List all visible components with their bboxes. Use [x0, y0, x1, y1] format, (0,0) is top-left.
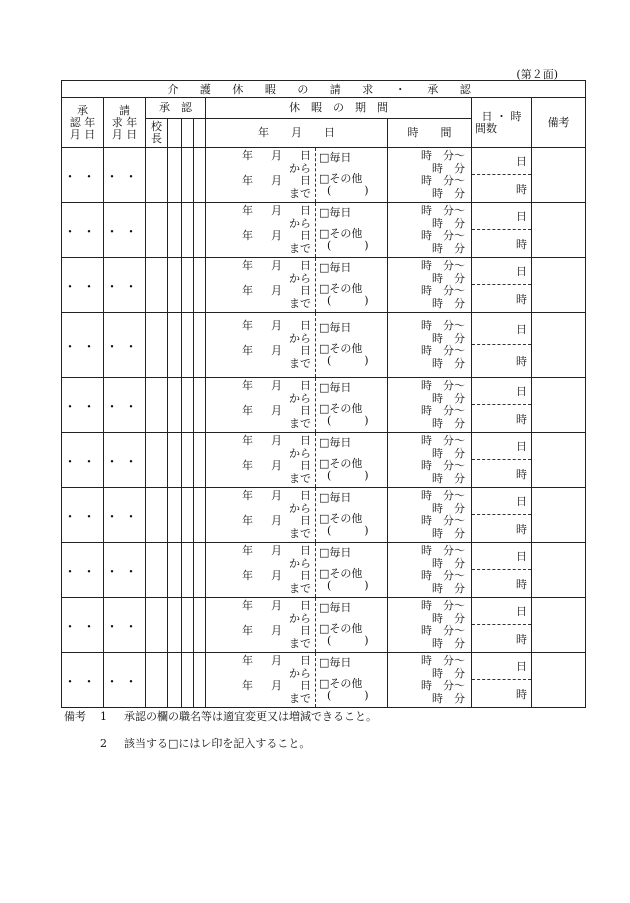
remarks-cell[interactable]	[532, 313, 586, 378]
leave-time-range[interactable]: 時 分～ 時 分 時 分～ 時 分	[388, 148, 472, 203]
every-day-checkbox: □毎日	[319, 261, 352, 275]
leave-date-range[interactable]: 年 月 日 から 年 月 日 まで	[206, 258, 316, 313]
approver-cell-3[interactable]	[194, 543, 206, 598]
approver-cell-2[interactable]	[182, 653, 194, 708]
approver-cell-3[interactable]	[194, 258, 206, 313]
request-date-cell[interactable]: ・・	[104, 488, 146, 543]
leave-time-range[interactable]: 時 分～ 時 分 時 分～ 時 分	[388, 488, 472, 543]
remarks-cell[interactable]	[532, 203, 586, 258]
days-field: 日	[472, 258, 531, 285]
days-field: 日	[472, 378, 531, 405]
approval-date-cell[interactable]: ・・	[62, 148, 104, 203]
hours-field: 時	[516, 355, 527, 368]
request-date-cell[interactable]: ・・	[104, 148, 146, 203]
hours-field: 時	[516, 632, 527, 646]
hours-field: 時	[516, 412, 527, 426]
approval-date-cell[interactable]: ・・	[62, 313, 104, 378]
principal-stamp-cell[interactable]	[146, 488, 168, 543]
approver-cell-2[interactable]	[182, 148, 194, 203]
leave-kind[interactable]: □毎日 □その他 ( )	[316, 488, 388, 543]
approver-blank-2	[182, 119, 194, 148]
other-checkbox: □その他	[319, 676, 363, 690]
leave-row	[62, 598, 586, 653]
hours-field: 時	[516, 577, 527, 591]
approval-date-cell[interactable]: ・・	[62, 598, 104, 653]
leave-kind[interactable]: □毎日 □その他 ( )	[316, 598, 388, 653]
every-day-checkbox: □毎日	[319, 491, 352, 505]
other-checkbox: □その他	[319, 621, 363, 635]
days-hours-cell[interactable]	[472, 313, 532, 378]
remarks-header: 備考	[532, 98, 586, 148]
leave-time-range[interactable]: 時 分～ 時 分 時 分～ 時 分	[388, 203, 472, 258]
leave-row	[62, 433, 586, 488]
leave-time-range[interactable]: 時 分～ 時 分 時 分～ 時 分	[388, 378, 472, 433]
leave-kind[interactable]: □毎日 □その他 ( )	[316, 378, 388, 433]
approval-date-cell[interactable]: ・・	[62, 258, 104, 313]
approver-cell-1[interactable]	[168, 203, 182, 258]
remarks-cell[interactable]	[532, 653, 586, 708]
approver-blank-1	[168, 119, 182, 148]
days-field: 日	[472, 598, 531, 625]
leave-kind[interactable]: □毎日 □その他 ( )	[316, 203, 388, 258]
days-hours-cell[interactable]	[472, 653, 532, 708]
days-field: 日	[472, 148, 531, 175]
other-checkbox: □その他	[319, 171, 363, 185]
approver-cell-2[interactable]	[182, 598, 194, 653]
approver-cell-1[interactable]	[168, 433, 182, 488]
approver-blank-3	[194, 119, 206, 148]
approval-date-header: 承 認 年 月 日	[62, 98, 104, 148]
days-hours-cell[interactable]	[472, 148, 532, 203]
leave-row	[62, 258, 586, 313]
request-date-header: 請 求 年 月 日	[104, 98, 146, 148]
approver-cell-1[interactable]	[168, 543, 182, 598]
days-field: 日	[472, 543, 531, 570]
approver-cell-1[interactable]	[168, 378, 182, 433]
leave-kind[interactable]: □毎日 □その他 ( )	[316, 543, 388, 598]
leave-date-range[interactable]: 年 月 日 から 年 月 日 まで	[206, 203, 316, 258]
days-field: 日	[472, 203, 531, 230]
leave-time-range[interactable]: 時 分～ 時 分 時 分～ 時 分	[388, 598, 472, 653]
leave-kind[interactable]: □毎日 □その他 ( )	[316, 653, 388, 708]
principal-stamp-cell[interactable]	[146, 598, 168, 653]
leave-period-header: 休 暇 の 期 間	[206, 98, 472, 119]
notes-label: 備考	[64, 710, 86, 723]
hours-field: 時	[516, 522, 527, 536]
remarks-cell[interactable]	[532, 378, 586, 433]
approver-cell-1[interactable]	[168, 313, 182, 378]
other-checkbox: □その他	[319, 401, 363, 415]
leave-date-range[interactable]: 年 月 日 から 年 月 日 まで	[206, 433, 316, 488]
hours-field: 時	[516, 182, 527, 196]
note-1: 備考 1 承認の欄の職名等は適宜変更又は増減できること。	[64, 710, 377, 723]
approver-cell-3[interactable]	[194, 433, 206, 488]
leave-date-range[interactable]: 年 月 日 から 年 月 日 まで	[206, 488, 316, 543]
days-hours-header: 日 ・ 時 間数	[472, 98, 532, 148]
every-day-checkbox: □毎日	[319, 656, 352, 670]
note-1-text: 承認の欄の職名等は適宜変更又は増減できること。	[124, 710, 377, 723]
approver-cell-1[interactable]	[168, 488, 182, 543]
leave-time-range[interactable]: 時 分～ 時 分 時 分～ 時 分	[388, 653, 472, 708]
approver-cell-2[interactable]	[182, 433, 194, 488]
approver-cell-2[interactable]	[182, 378, 194, 433]
remarks-cell[interactable]	[532, 543, 586, 598]
request-date-cell[interactable]: ・・	[104, 653, 146, 708]
page-label: (第２面)	[516, 68, 558, 81]
leave-request-table	[61, 80, 586, 708]
leave-date-range[interactable]: 年 月 日 から 年 月 日 まで	[206, 148, 316, 203]
leave-row	[62, 543, 586, 598]
approval-date-cell[interactable]: ・・	[62, 488, 104, 543]
approver-cell-3[interactable]	[194, 488, 206, 543]
approval-header: 承 認	[146, 98, 206, 119]
approval-date-cell[interactable]: ・・	[62, 433, 104, 488]
days-field: 日	[472, 433, 531, 460]
days-field: 日	[472, 653, 531, 680]
approval-date-cell[interactable]: ・・	[62, 653, 104, 708]
principal-header: 校 長	[146, 119, 168, 148]
leave-row	[62, 313, 586, 378]
every-day-checkbox: □毎日	[319, 381, 352, 395]
every-day-checkbox: □毎日	[319, 151, 352, 165]
approver-cell-3[interactable]	[194, 653, 206, 708]
leave-row	[62, 203, 586, 258]
leave-date-range[interactable]: 年 月 日 から 年 月 日 まで	[206, 653, 316, 708]
principal-stamp-cell[interactable]	[146, 653, 168, 708]
days-field: 日	[472, 313, 531, 345]
approval-date-cell[interactable]: ・・	[62, 378, 104, 433]
other-checkbox: □その他	[319, 511, 363, 525]
approver-cell-2[interactable]	[182, 258, 194, 313]
leave-date-range[interactable]: 年 月 日 から 年 月 日 まで	[206, 598, 316, 653]
request-date-cell[interactable]: ・・	[104, 433, 146, 488]
other-checkbox: □その他	[319, 566, 363, 580]
approver-cell-3[interactable]	[194, 313, 206, 378]
leave-row	[62, 653, 586, 708]
leave-kind[interactable]: □毎日 □その他 ( )	[316, 313, 388, 378]
other-checkbox: □その他	[319, 341, 363, 355]
other-checkbox: □その他	[319, 281, 363, 295]
approver-cell-1[interactable]	[168, 598, 182, 653]
approver-cell-3[interactable]	[194, 378, 206, 433]
leave-date-range[interactable]: 年 月 日 から 年 月 日 まで	[206, 313, 316, 378]
remarks-cell[interactable]	[532, 433, 586, 488]
request-date-cell[interactable]: ・・	[104, 378, 146, 433]
approver-cell-3[interactable]	[194, 148, 206, 203]
note-2: 2 該当する□にはレ印を記入すること。	[100, 737, 311, 750]
days-hours-cell[interactable]	[472, 203, 532, 258]
every-day-checkbox: □毎日	[319, 601, 352, 615]
every-day-checkbox: □毎日	[319, 436, 352, 450]
principal-stamp-cell[interactable]	[146, 433, 168, 488]
approver-cell-2[interactable]	[182, 313, 194, 378]
leave-date-range[interactable]: 年 月 日 から 年 月 日 まで	[206, 543, 316, 598]
days-hours-cell[interactable]	[472, 258, 532, 313]
principal-stamp-cell[interactable]	[146, 313, 168, 378]
leave-kind[interactable]: □毎日 □その他 ( )	[316, 433, 388, 488]
leave-row	[62, 378, 586, 433]
leave-time-range[interactable]: 時 分～ 時 分 時 分～ 時 分	[388, 433, 472, 488]
days-hours-cell[interactable]	[472, 433, 532, 488]
hours-field: 時	[516, 467, 527, 481]
time-header: 時 間	[388, 119, 472, 148]
approver-cell-2[interactable]	[182, 488, 194, 543]
request-date-cell[interactable]: ・・	[104, 313, 146, 378]
other-checkbox: □その他	[319, 456, 363, 470]
leave-time-range[interactable]: 時 分～ 時 分 時 分～ 時 分	[388, 258, 472, 313]
every-day-checkbox: □毎日	[319, 546, 352, 560]
principal-stamp-cell[interactable]	[146, 203, 168, 258]
remarks-cell[interactable]	[532, 488, 586, 543]
leave-kind[interactable]: □毎日 □その他 ( )	[316, 148, 388, 203]
days-field: 日	[472, 488, 531, 515]
approval-date-cell[interactable]: ・・	[62, 203, 104, 258]
request-date-cell[interactable]: ・・	[104, 543, 146, 598]
remarks-cell[interactable]	[532, 598, 586, 653]
remarks-cell[interactable]	[532, 148, 586, 203]
days-hours-cell[interactable]	[472, 488, 532, 543]
every-day-checkbox: □毎日	[319, 206, 352, 220]
approver-cell-1[interactable]	[168, 258, 182, 313]
approver-cell-3[interactable]	[194, 598, 206, 653]
other-checkbox: □その他	[319, 226, 363, 240]
principal-stamp-cell[interactable]	[146, 148, 168, 203]
every-day-checkbox: □毎日	[319, 321, 352, 335]
hours-field: 時	[516, 237, 527, 251]
remarks-cell[interactable]	[532, 258, 586, 313]
leave-time-range[interactable]: 時 分～ 時 分 時 分～ 時 分	[388, 543, 472, 598]
approval-date-cell[interactable]: ・・	[62, 543, 104, 598]
days-hours-cell[interactable]	[472, 598, 532, 653]
request-date-cell[interactable]: ・・	[104, 203, 146, 258]
leave-date-range[interactable]: 年 月 日 から 年 月 日 まで	[206, 378, 316, 433]
ymd-header: 年 月 日	[206, 119, 388, 148]
principal-stamp-cell[interactable]	[146, 543, 168, 598]
leave-kind[interactable]: □毎日 □その他 ( )	[316, 258, 388, 313]
leave-row	[62, 488, 586, 543]
approver-cell-1[interactable]	[168, 653, 182, 708]
days-hours-cell[interactable]	[472, 378, 532, 433]
leave-row	[62, 148, 586, 203]
hours-field: 時	[516, 292, 527, 306]
principal-stamp-cell[interactable]	[146, 258, 168, 313]
approver-cell-2[interactable]	[182, 543, 194, 598]
leave-time-range[interactable]: 時 分～ 時 分 時 分～ 時 分	[388, 313, 472, 378]
request-date-cell[interactable]: ・・	[104, 258, 146, 313]
request-date-cell[interactable]: ・・	[104, 598, 146, 653]
form-title: 介 護 休 暇 の 請 求 ・ 承 認	[62, 81, 586, 98]
days-hours-cell[interactable]	[472, 543, 532, 598]
approver-cell-1[interactable]	[168, 148, 182, 203]
note-2-text: 該当する□にはレ印を記入すること。	[124, 737, 311, 750]
hours-field: 時	[516, 687, 527, 701]
principal-stamp-cell[interactable]	[146, 378, 168, 433]
approver-cell-2[interactable]	[182, 203, 194, 258]
approver-cell-3[interactable]	[194, 203, 206, 258]
